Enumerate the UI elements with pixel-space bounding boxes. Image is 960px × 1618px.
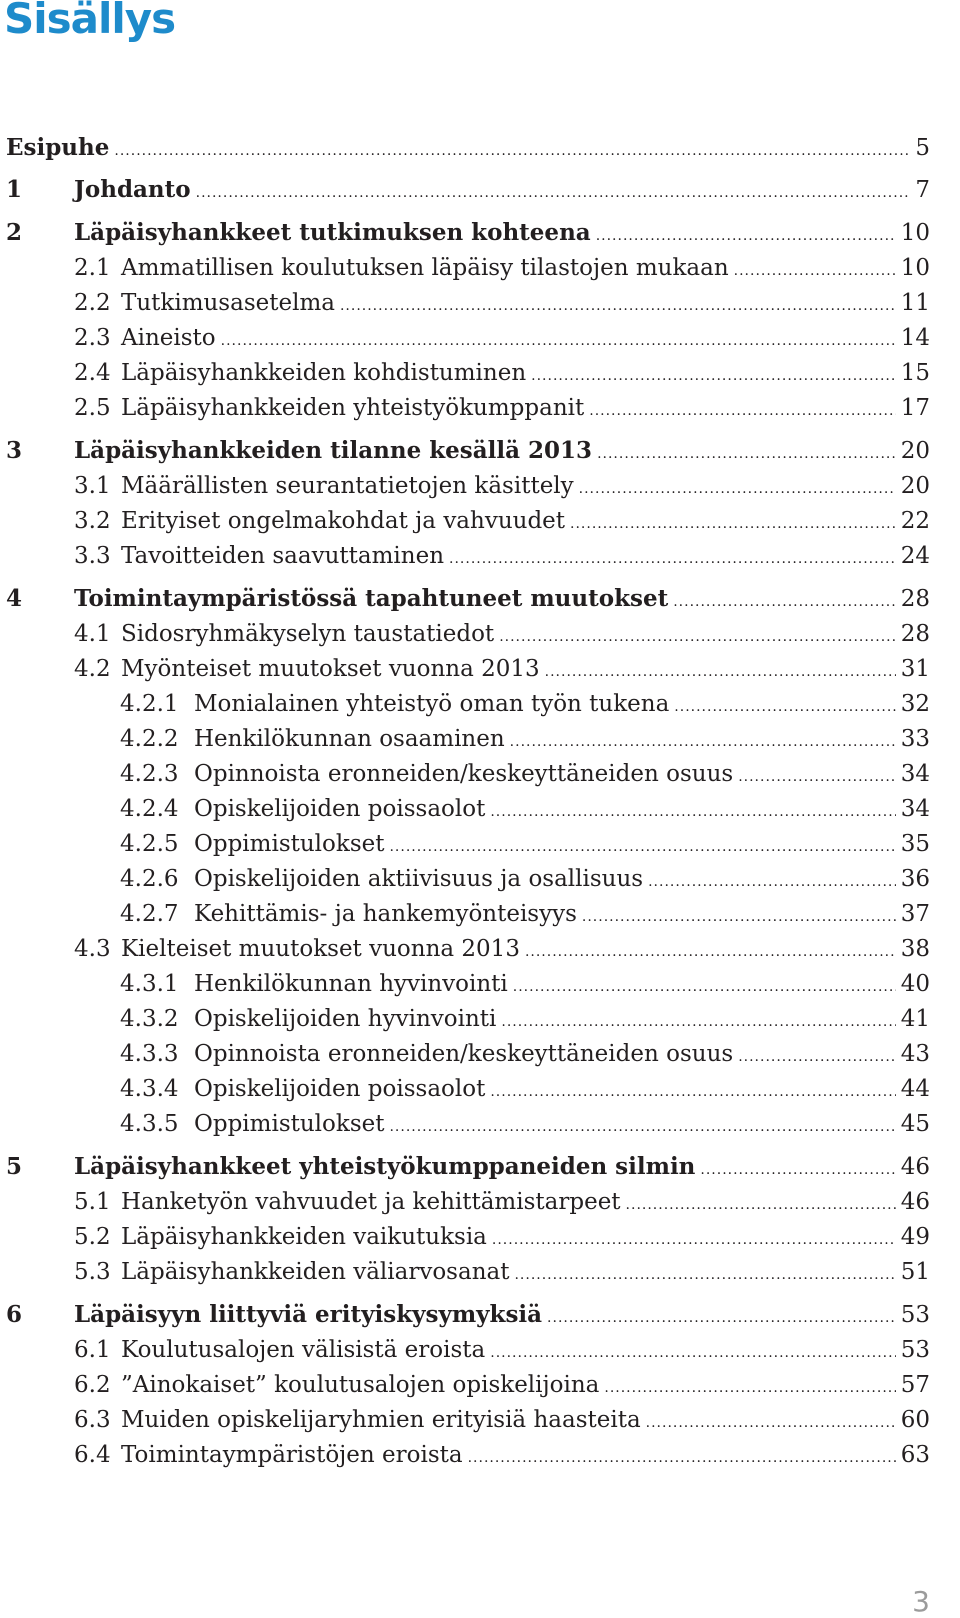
toc-dot-leader (492, 1225, 896, 1255)
toc-entry-title: Tutkimusasetelma (121, 290, 335, 316)
toc-entry-title: Läpäisyhankkeiden yhteistyökumppanit (121, 395, 585, 421)
toc-section-entry[interactable] (74, 393, 930, 426)
toc-entry-page: 31 (900, 656, 930, 682)
toc-chapter-entry[interactable] (6, 1300, 930, 1333)
toc-dot-leader (738, 762, 896, 792)
toc-entry-title: Läpäisyyn liittyviä erityiskysymyksiä (74, 1301, 543, 1328)
toc-dot-leader (490, 1338, 895, 1368)
toc-subsection-entry[interactable] (120, 864, 930, 897)
toc-entry-title: Henkilökunnan hyvinvointi (194, 971, 508, 997)
toc-dot-leader (513, 972, 896, 1002)
toc-dot-leader (221, 326, 896, 356)
toc-dot-leader (646, 1408, 896, 1438)
toc-entry-number: 4.2.7 (120, 901, 179, 927)
toc-entry-page: 51 (900, 1259, 930, 1285)
toc-entry-number: 5.3 (74, 1259, 111, 1285)
toc-section-entry[interactable] (74, 934, 930, 967)
toc-entry-number: 6.2 (74, 1372, 111, 1398)
toc-subsection-entry[interactable] (120, 759, 930, 792)
toc-dot-leader (579, 474, 896, 504)
toc-section-entry[interactable] (74, 288, 930, 321)
toc-section-entry[interactable] (74, 1187, 930, 1220)
toc-entry-title: Kehittämis- ja hankemyönteisyys (194, 901, 577, 927)
toc-subsection-entry[interactable] (120, 1039, 930, 1072)
toc-dot-leader (596, 221, 896, 251)
toc-entry-title: Toimintaympäristössä tapahtuneet muutokset (74, 585, 669, 612)
toc-section-entry[interactable] (74, 1335, 930, 1368)
toc-entry-title: Erityiset ongelmakohdat ja vahvuudet (121, 508, 566, 534)
toc-entry-number: 4.2.4 (120, 796, 179, 822)
toc-subsection-entry[interactable] (120, 829, 930, 862)
toc-entry-number: 3.1 (74, 473, 111, 499)
toc-entry-number: 1 (6, 176, 23, 203)
toc-entry-page: 34 (900, 796, 930, 822)
toc-entry-title: Koulutusalojen välisistä eroista (121, 1337, 486, 1363)
toc-entry-title: Esipuhe (6, 134, 110, 161)
toc-dot-leader (490, 797, 895, 827)
toc-entry-number: 6 (6, 1301, 23, 1328)
toc-entry-title: Henkilökunnan osaaminen (194, 726, 505, 752)
toc-entry-number: 5 (6, 1153, 23, 1180)
toc-dot-leader (514, 1260, 895, 1290)
toc-dot-leader (501, 1007, 895, 1037)
toc-entry-title: Sidosryhmäkyselyn taustatiedot (121, 621, 495, 647)
toc-entry-title: Läpäisyhankkeiden väliarvosanat (121, 1259, 510, 1285)
toc-entry-number: 4.3.3 (120, 1041, 179, 1067)
page-number: 3 (912, 1585, 930, 1618)
toc-entry-page: 53 (900, 1302, 930, 1328)
toc-subsection-entry[interactable] (120, 689, 930, 722)
toc-entry-number: 4.3.4 (120, 1076, 179, 1102)
toc-dot-leader (389, 832, 895, 862)
toc-entry-page: 10 (900, 255, 930, 281)
toc-entry-page: 46 (900, 1154, 930, 1180)
toc-entry-title: Läpäisyhankkeet yhteistyökumppaneiden silmin (74, 1153, 696, 1180)
toc-entry-title: Ammatillisen koulutuksen läpäisy tilastojen mukaan (121, 255, 729, 281)
toc-section-entry[interactable] (74, 1257, 930, 1290)
toc-section-entry[interactable] (74, 358, 930, 391)
toc-entry-number: 4.3.5 (120, 1111, 179, 1137)
toc-dot-leader (531, 361, 896, 391)
toc-section-entry[interactable] (74, 323, 930, 356)
toc-entry-page: 32 (900, 691, 930, 717)
toc-entry-page: 17 (900, 395, 930, 421)
toc-entry-title: Opiskelijoiden poissaolot (194, 1076, 486, 1102)
toc-chapter-entry[interactable] (6, 584, 930, 617)
toc-dot-leader (582, 902, 896, 932)
toc-entry-page: 5 (915, 135, 930, 161)
toc-entry-page: 7 (915, 177, 930, 203)
toc-entry-title: Läpäisyhankkeiden kohdistuminen (121, 360, 527, 386)
toc-entry-page: 20 (900, 438, 930, 464)
toc-entry-title: Oppimistulokset (194, 1111, 385, 1137)
toc-entry-number: 2.3 (74, 325, 111, 351)
toc-entry-number: 4.3 (74, 936, 111, 962)
toc-section-entry[interactable] (74, 1405, 930, 1438)
toc-entry-page: 11 (900, 290, 930, 316)
toc-entry-page: 34 (900, 761, 930, 787)
toc-entry-page: 28 (900, 621, 930, 647)
toc-entry-title: Toimintaympäristöjen eroista (121, 1442, 463, 1468)
toc-entry-number: 4.3.2 (120, 1006, 179, 1032)
toc-entry-page: 45 (900, 1111, 930, 1137)
toc-subsection-entry[interactable] (120, 1109, 930, 1142)
toc-entry-number: 4.2 (74, 656, 111, 682)
toc-entry-number: 6.4 (74, 1442, 111, 1468)
toc-dot-leader (597, 439, 896, 469)
toc-entry-page: 46 (900, 1189, 930, 1215)
toc-entry-title: Hanketyön vahvuudet ja kehittämistarpeet (121, 1189, 621, 1215)
toc-dot-leader (570, 509, 896, 539)
toc-entry-title: Läpäisyhankkeiden tilanne kesällä 2013 (74, 437, 593, 464)
toc-section-entry[interactable] (74, 1440, 930, 1473)
toc-entry-number: 4.1 (74, 621, 111, 647)
toc-dot-leader (525, 937, 896, 967)
toc-entry-title: Opiskelijoiden poissaolot (194, 796, 486, 822)
toc-entry-title: Aineisto (121, 325, 216, 351)
toc-entry-page: 38 (900, 936, 930, 962)
toc-chapter-entry[interactable] (6, 133, 930, 166)
toc-entry-title: Opinnoista eronneiden/keskeyttäneiden osuus (194, 761, 734, 787)
toc-dot-leader (468, 1443, 896, 1473)
toc-entry-number: 4 (6, 585, 23, 612)
toc-entry-page: 24 (900, 543, 930, 569)
toc-entry-page: 10 (900, 220, 930, 246)
toc-entry-number: 3.3 (74, 543, 111, 569)
toc-entry-number: 4.2.6 (120, 866, 179, 892)
toc-entry-number: 6.1 (74, 1337, 111, 1363)
toc-section-entry[interactable] (74, 1370, 930, 1403)
toc-entry-number: 4.3.1 (120, 971, 179, 997)
toc-entry-page: 20 (900, 473, 930, 499)
toc-dot-leader (490, 1077, 895, 1107)
toc-entry-page: 35 (900, 831, 930, 857)
toc-entry-number: 2.5 (74, 395, 111, 421)
toc-entry-number: 2.2 (74, 290, 111, 316)
toc-entry-page: 60 (900, 1407, 930, 1433)
toc-dot-leader (734, 256, 896, 286)
toc-entry-number: 5.2 (74, 1224, 111, 1250)
toc-subsection-entry[interactable] (120, 724, 930, 757)
toc-entry-number: 3 (6, 437, 23, 464)
toc-entry-title: Kielteiset muutokset vuonna 2013 (121, 936, 520, 962)
toc-dot-leader (449, 544, 896, 574)
toc-dot-leader (700, 1155, 895, 1185)
toc-entry-page: 44 (900, 1076, 930, 1102)
toc-subsection-entry[interactable] (120, 969, 930, 1002)
toc-section-entry[interactable] (74, 541, 930, 574)
toc-entry-page: 36 (900, 866, 930, 892)
toc-subsection-entry[interactable] (120, 1074, 930, 1107)
toc-entry-number: 5.1 (74, 1189, 111, 1215)
toc-subsection-entry[interactable] (120, 899, 930, 932)
toc-dot-leader (673, 587, 895, 617)
toc-entry-page: 40 (900, 971, 930, 997)
toc-section-entry[interactable] (74, 253, 930, 286)
toc-entry-page: 33 (900, 726, 930, 752)
toc-dot-leader (604, 1373, 895, 1403)
toc-dot-leader (340, 291, 896, 321)
toc-entry-title: Opinnoista eronneiden/keskeyttäneiden osuus (194, 1041, 734, 1067)
toc-dot-leader (510, 727, 896, 757)
toc-chapter-entry[interactable] (6, 218, 930, 251)
toc-dot-leader (648, 867, 896, 897)
toc-dot-leader (196, 178, 911, 208)
toc-entry-title: Monialainen yhteistyö oman työn tukena (194, 691, 670, 717)
toc-chapter-entry[interactable] (6, 436, 930, 469)
toc-entry-number: 3.2 (74, 508, 111, 534)
toc-entry-page: 37 (900, 901, 930, 927)
toc-entry-title: Opiskelijoiden aktiivisuus ja osallisuus (194, 866, 644, 892)
toc-entry-page: 63 (900, 1442, 930, 1468)
toc-entry-title: Määrällisten seurantatietojen käsittely (121, 473, 574, 499)
toc-chapter-entry[interactable] (6, 175, 930, 208)
toc-entry-page: 41 (900, 1006, 930, 1032)
toc-section-entry[interactable] (74, 471, 930, 504)
toc-entry-page: 57 (900, 1372, 930, 1398)
toc-entry-number: 4.2.3 (120, 761, 179, 787)
toc-entry-page: 43 (900, 1041, 930, 1067)
toc-entry-number: 4.2.1 (120, 691, 179, 717)
toc-dot-leader (589, 396, 895, 426)
toc-entry-number: 2.1 (74, 255, 111, 281)
toc-entry-page: 14 (900, 325, 930, 351)
toc-entry-number: 2.4 (74, 360, 111, 386)
toc-entry-page: 49 (900, 1224, 930, 1250)
toc-section-entry[interactable] (74, 654, 930, 687)
toc-dot-leader (738, 1042, 896, 1072)
toc-entry-number: 2 (6, 219, 23, 246)
toc-entry-title: Myönteiset muutokset vuonna 2013 (121, 656, 540, 682)
toc-entry-number: 4.2.2 (120, 726, 179, 752)
toc-dot-leader (674, 692, 895, 722)
toc-entry-page: 22 (900, 508, 930, 534)
toc-subsection-entry[interactable] (120, 1004, 930, 1037)
page-title: Sisällys (4, 0, 176, 43)
toc-section-entry[interactable] (74, 619, 930, 652)
toc-dot-leader (626, 1190, 896, 1220)
toc-entry-page: 15 (900, 360, 930, 386)
toc-entry-number: 4.2.5 (120, 831, 179, 857)
toc-chapter-entry[interactable] (6, 1152, 930, 1185)
toc-section-entry[interactable] (74, 506, 930, 539)
toc-entry-title: Johdanto (74, 176, 191, 203)
toc-entry-title: Läpäisyhankkeiden vaikutuksia (121, 1224, 487, 1250)
toc-entry-title: Läpäisyhankkeet tutkimuksen kohteena (74, 219, 591, 246)
toc-subsection-entry[interactable] (120, 794, 930, 827)
toc-dot-leader (389, 1112, 895, 1142)
toc-dot-leader (545, 657, 896, 687)
toc-entry-page: 28 (900, 586, 930, 612)
toc-entry-title: Muiden opiskelijaryhmien erityisiä haasteita (121, 1407, 641, 1433)
toc-entry-title: ”Ainokaiset” koulutusalojen opiskelijoina (121, 1372, 600, 1398)
toc-dot-leader (114, 136, 910, 166)
toc-dot-leader (547, 1303, 896, 1333)
toc-entry-title: Tavoitteiden saavuttaminen (121, 543, 445, 569)
toc-entry-number: 6.3 (74, 1407, 111, 1433)
toc-entry-title: Opiskelijoiden hyvinvointi (194, 1006, 497, 1032)
toc-dot-leader (499, 622, 896, 652)
toc-entry-page: 53 (900, 1337, 930, 1363)
toc-entry-title: Oppimistulokset (194, 831, 385, 857)
toc-section-entry[interactable] (74, 1222, 930, 1255)
